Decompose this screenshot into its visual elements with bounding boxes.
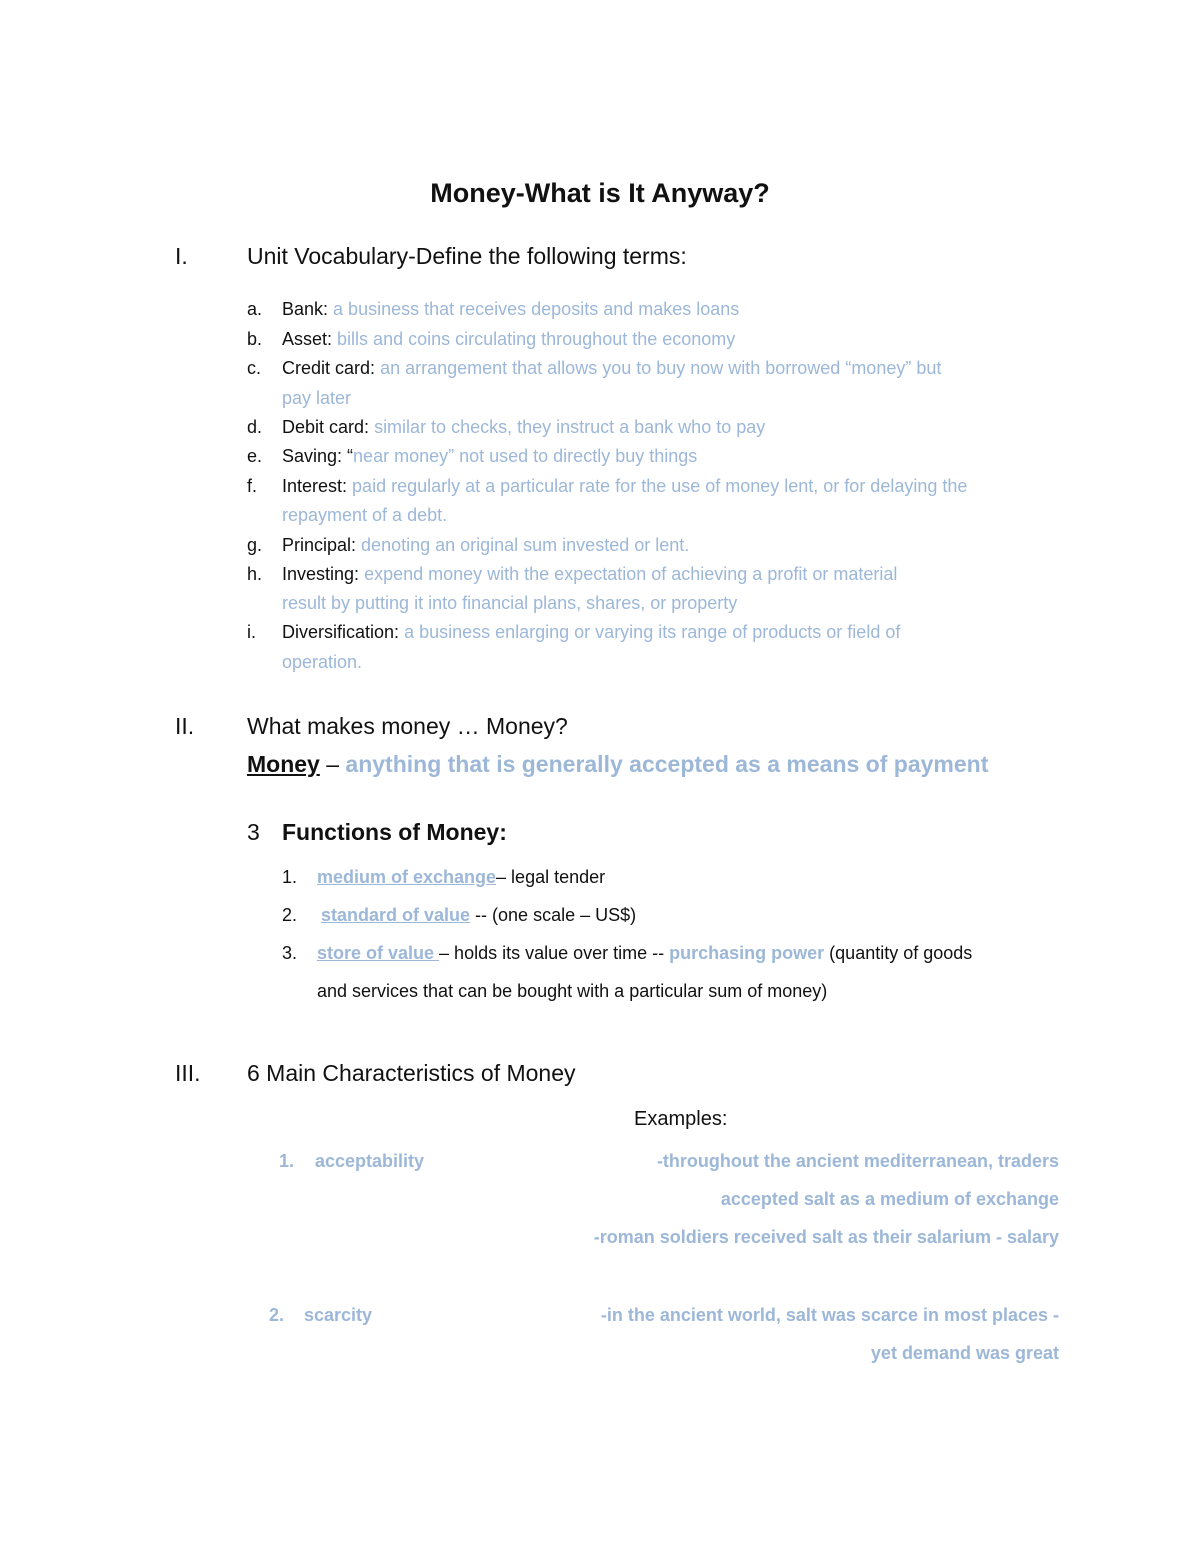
function-rest: -- (one scale – US$) [470,905,637,925]
vocab-definition: denoting an original sum invested or lent. [361,535,690,555]
vocab-term: Saving: [282,446,343,466]
example-line: -in the ancient world, salt was scarce in most places - [600,1305,1059,1325]
vocab-definition: an arrangement that allows you to buy now with borrowed “money” but [380,358,942,378]
vocab-definition-continued: repayment of a debt. [282,505,448,525]
function-key: standard of value [321,905,471,925]
function-rest: – legal tender [496,867,606,887]
vocab-term: Credit card: [282,358,376,378]
money-dash: – [319,751,346,777]
money-definition: anything that is generally accepted as a means of payment [345,751,989,777]
section-1-numeral: I. [175,243,188,269]
vocab-definition-continued: result by putting it into financial plans, shares, or property [282,593,738,613]
page-title: Money-What is It Anyway? [430,178,770,208]
section-3-heading: 6 Main Characteristics of Money [247,1060,576,1086]
vocab-definition-continued: pay later [282,388,352,408]
example-line: accepted salt as a medium of exchange [720,1189,1059,1209]
vocab-term: Bank: [282,299,329,319]
section-3-numeral: III. [175,1060,201,1086]
characteristic-num: 1. [279,1151,295,1171]
function-rest: – holds its value over time -- [439,943,670,963]
function-num: 1. [282,867,298,887]
item-letter: a. [247,299,263,319]
function-key: store of value [317,943,440,963]
function-rest-secondary: (quantity of goods [824,943,973,963]
characteristic-scarcity: scarcity [304,1305,373,1325]
functions-heading: Functions of Money: [282,819,507,845]
section-2-heading: What makes money … Money? [247,713,568,739]
item-letter: d. [247,417,263,437]
function-num: 3. [282,943,298,963]
vocab-term: Investing: [282,564,360,584]
section-1-heading: Unit Vocabulary-Define the following terms: [247,243,687,269]
item-letter: g. [247,535,263,555]
item-letter: c. [247,358,262,378]
section-2-numeral: II. [175,713,195,739]
function-item-medium-of-exchange [317,867,605,888]
function-key-secondary: purchasing power [669,943,825,963]
characteristic-num: 2. [269,1305,285,1325]
function-item-store-of-value-continued: and services that can be bought with a particular sum of money) [317,981,828,1001]
vocab-term: Interest: [282,476,348,496]
examples-label: Examples: [634,1108,728,1130]
vocab-definition: paid regularly at a particular rate for the use of money lent, or for delaying the [352,476,968,496]
vocab-definition: a business enlarging or varying its range of products or field of [404,622,901,642]
item-letter: e. [247,446,263,466]
vocab-definition-rest: ” not used to directly buy things [448,446,698,466]
function-item-store-of-value [317,943,972,964]
vocab-definition: near money [353,446,449,466]
money-label: Money [247,751,320,777]
quote-mark: “ [342,446,354,466]
functions-number: 3 [247,819,260,845]
vocab-definition-continued: operation. [282,652,363,672]
example-line: yet demand was great [870,1343,1059,1363]
vocab-term: Asset: [282,329,333,349]
money-definition-line [247,751,988,778]
example-line: -roman soldiers received salt as their salarium - salary [593,1227,1059,1247]
vocab-term: Principal: [282,535,357,555]
vocab-term: Debit card: [282,417,370,437]
function-num: 2. [282,905,298,925]
example-line: -throughout the ancient mediterranean, traders [656,1151,1059,1171]
item-letter: i. [247,622,256,642]
vocab-term: Diversification: [282,622,400,642]
vocab-definition: expend money with the expectation of achieving a profit or material [364,564,898,584]
function-item-standard-of-value [321,905,636,926]
item-letter: b. [247,329,263,349]
vocab-definition: a business that receives deposits and makes loans [333,299,740,319]
vocab-definition: similar to checks, they instruct a bank who to pay [374,417,766,437]
characteristic-acceptability: acceptability [315,1151,425,1171]
item-letter: h. [247,564,263,584]
item-letter: f. [247,476,258,496]
function-key: medium of exchange [317,867,497,887]
vocab-definition: bills and coins circulating throughout the economy [337,329,736,349]
